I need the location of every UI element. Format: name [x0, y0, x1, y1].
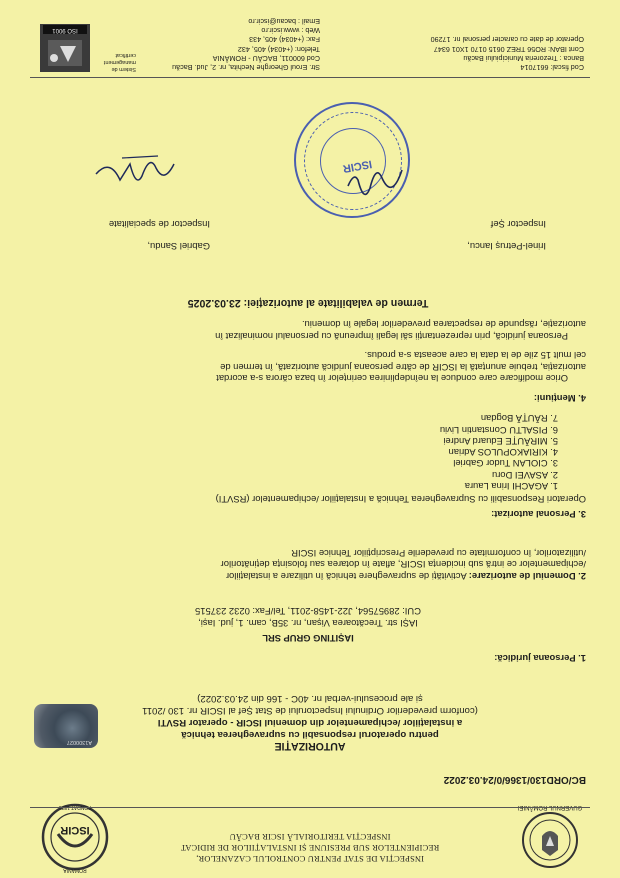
validity-term: Termen de valabilitate al autorizației: 23.03.2025: [187, 297, 429, 310]
certification-logo-icon: [40, 34, 90, 72]
footer-fax: Fax: (+4034) 405, 433: [249, 35, 320, 45]
header-text: [160, 831, 460, 864]
section-2-line-3: /utilizatorilor, în conformitate cu prevederile Prescripțiilor Tehnice ISCIR: [291, 547, 586, 559]
personnel-item: 2. ASAVEI Doru: [491, 469, 558, 481]
iso-badge: ISO 9001: [43, 25, 87, 34]
footer-postal: Cod 600011, BACĂU - ROMÂNIA: [212, 53, 320, 63]
header-line-1: INSPECȚIA DE STAT PENTRU CONTROLUL CAZANELOR,: [196, 854, 424, 863]
section-1: [30, 606, 586, 664]
section-3-description: Operatori Responsabili cu Supravegherea Tehnică a Instalațiilor /echipamentelor (RSVTI): [215, 494, 586, 506]
iscir-logo-text: ISCIR: [60, 824, 90, 836]
iscir-logo: [40, 802, 110, 872]
footer-email: Email : bacau@iscir.ro: [248, 16, 320, 26]
specialist-inspector-title: Inspector de specialitate: [108, 219, 210, 230]
specialist-inspector-name: Gabriel Sandu,: [147, 241, 210, 252]
footer-iban: Cont IBAN: RO56 TREZ 0615 0170 1X01 6347: [433, 44, 584, 54]
section-4-p2-line-2: autorizație, răspunde de respectarea prevederilor legale în domeniu.: [301, 319, 586, 331]
section-1-title: 1. Persoana juridică:: [494, 653, 586, 664]
personnel-item: 5. MIRĂUȚE Eduard Andrei: [443, 435, 558, 447]
header-line-3: INSPECȚIA TERITORIALĂ ISCIR BACĂU: [229, 832, 391, 841]
title-note-1: (conform prevederilor Ordinului Inspectorului de Stat Șef al ISCIR nr. 130 /2011: [142, 705, 478, 716]
government-emblem: [517, 804, 583, 870]
personnel-item: 3. CIOLAN Tudor Gabriel: [453, 458, 558, 470]
section-4: [30, 297, 586, 404]
title-block: [60, 692, 560, 752]
section-3: [30, 494, 586, 520]
chief-inspector-name: Irinel-Petruș Iancu,: [467, 241, 546, 252]
certification-block: [36, 22, 136, 72]
certification-label: [96, 51, 136, 72]
footer-operator: Operator de date cu caracter personal nr. 17290: [430, 35, 584, 45]
specialist-signature: [90, 144, 180, 194]
footer-address: Str. Eroul Gheorghe Nechita, nr. 2, Jud. Bacău: [172, 63, 320, 72]
title-note-2: și ale procesului-verbal nr. 40C - 166 din 24.03.2022): [197, 693, 423, 704]
footer-phone: Telefon: (+4034) 405, 432: [237, 44, 320, 54]
document-reference: BC/ORD130/1366/0/24.03.2022: [443, 774, 586, 785]
title-sub-1: pentru operatorul responsabil cu supravegherea tehnică: [181, 729, 439, 740]
personnel-item: 4. KIRIAKOPULOS Adrian: [448, 447, 558, 459]
personnel-item: 1. AGACHI Irina Laura: [464, 481, 558, 492]
stamp-text: ISCIR: [341, 157, 373, 175]
section-4-p1-line-2: autorizația, trebuie anunțată la ISCIR de către persoana juridică autorizată, în termen de: [220, 361, 586, 373]
footer-bank: Banca : Trezoreria Municipiului Bacău: [463, 53, 584, 63]
footer-fiscal-code: Cod fiscal: 6617014: [520, 63, 584, 72]
footer-web: Web : www.iscir.ro: [261, 26, 320, 36]
header-line-2: RECIPIENTELOR SUB PRESIUNE ȘI INSTALAȚIILOR DE RIDICAT: [180, 843, 440, 852]
section-2-line-2: /echipamentelor ce intră sub incidența ISCIR, aflate în dotarea sau folosința deținătorilor: [220, 559, 586, 571]
section-4-p1-line-3: cel mult 15 zile de la data la care aceasta s-a produs.: [364, 350, 586, 362]
personnel-item: 6. PISALTU Constantin Liviu: [439, 424, 558, 436]
section-2-title: 2. Domeniul de autorizare:: [468, 571, 586, 582]
iso-certification-mark: [40, 24, 90, 72]
chief-signature: [340, 158, 410, 208]
section-2-line-1: Activități de supraveghere tehnică în utilizare a instalațiilor: [225, 571, 469, 582]
government-emblem-text: GUVERNUL ROMÂNIEI: [517, 804, 583, 810]
personnel-item: 7. RĂUȚĂ Bogdan: [480, 413, 558, 425]
footer-divider: [30, 77, 590, 78]
hologram-code: A1300027: [66, 739, 92, 745]
section-4-p2-line-1: Persoana juridică, prin reprezentanții săi legali împreună cu personalul nominalizat în: [215, 330, 568, 342]
certification-line-1: Sistem de management: [103, 59, 136, 72]
title-sub-2: a instalațiilor /echipamentelor din domeniul ISCIR - operator RSVTI: [157, 717, 463, 728]
footer-contact: [172, 17, 320, 72]
iscir-logo-bottom-arc: FONDAT 1871: [58, 804, 92, 810]
section-2: [30, 547, 586, 582]
company-name: IAȘITING GRUP SRL: [262, 633, 354, 645]
iscir-logo-top-arc: ROMANIA: [63, 867, 87, 873]
company-cui: CUI: 28957564, J22-1458-2011, Tel/Fax: 0232 237515: [195, 606, 421, 618]
personnel-list: [440, 413, 558, 492]
company-address: IAȘI str. Trecătoarea Vișan, nr. 35B, cam. 1, jud. Iași,: [198, 617, 418, 629]
footer-bank-info: [431, 35, 584, 72]
certification-line-2: certificat: [115, 52, 136, 58]
chief-inspector-title: Inspector Șef: [490, 219, 546, 230]
document-title: AUTORIZAȚIE: [274, 740, 346, 752]
section-3-title: 3. Personal autorizat:: [491, 509, 586, 520]
section-4-p1-line-1: Orice modificare care conduce la neîndeplinirea cerințelor în baza cărora s-a acordat: [216, 373, 568, 385]
section-4-title: 4. Mențiuni:: [533, 393, 586, 404]
header-divider: [30, 807, 590, 808]
